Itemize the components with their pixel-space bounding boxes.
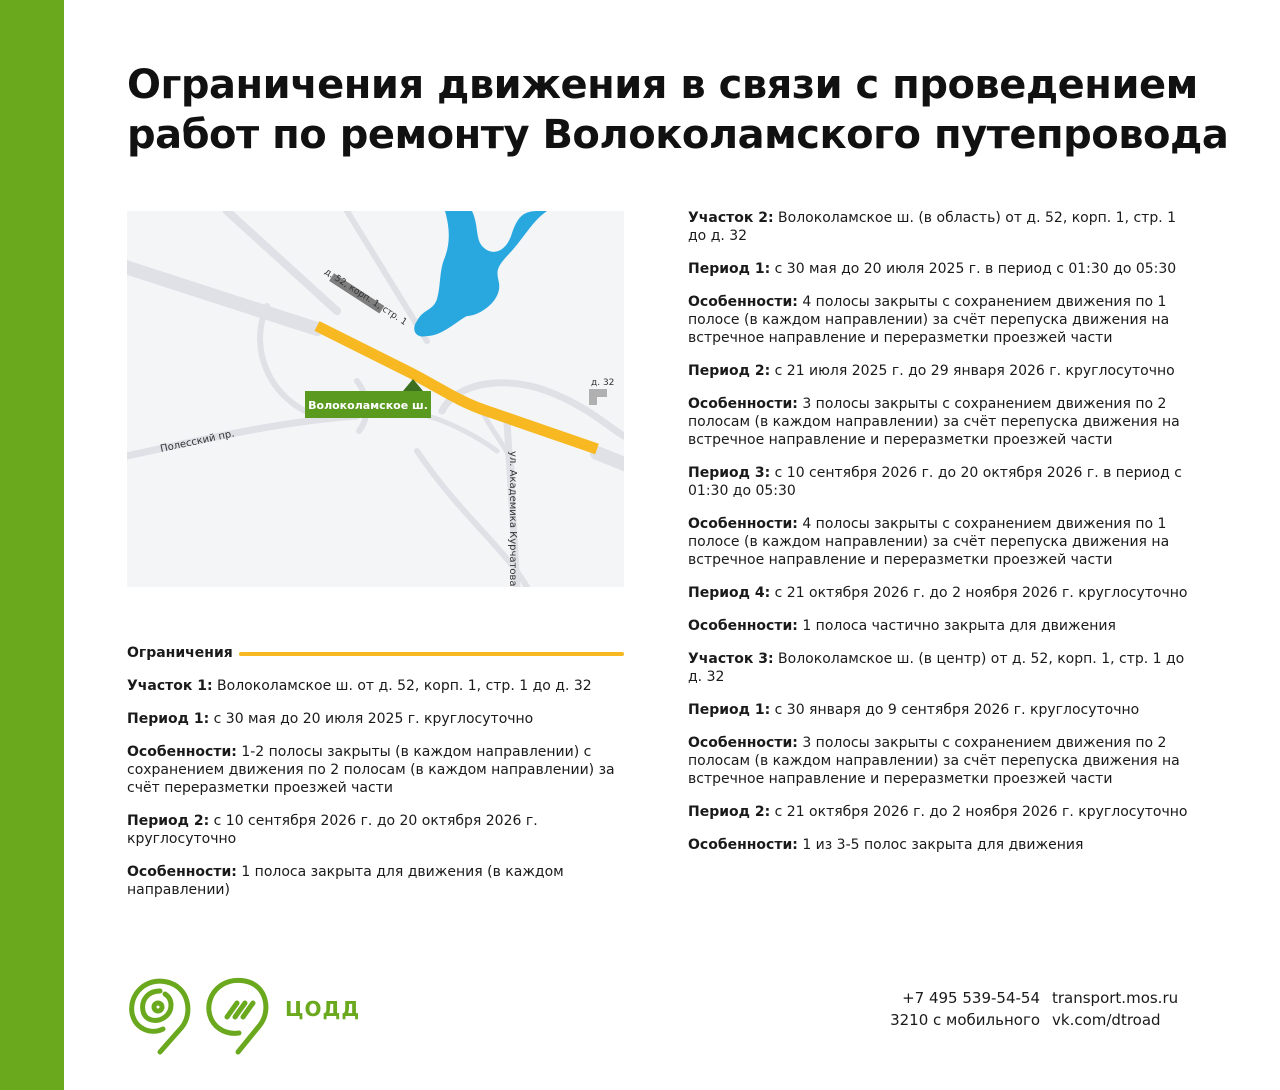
para-label: Период 1: (127, 711, 210, 727)
mobile-number: 3210 с мобильного (890, 1011, 1040, 1029)
right-para-2 (688, 260, 1198, 278)
para-label: Период 1: (688, 261, 771, 277)
title-line-1: Ограничения движения в связи с проведением (127, 62, 1198, 108)
para-text: 1 полоса закрыта для движения (в каждом направлении) (127, 864, 564, 898)
label-building-52: д. 52, корп. 1, стр. 1 (322, 267, 409, 328)
right-para-14 (688, 836, 1198, 854)
legend-label: Ограничения (127, 645, 233, 661)
map-svg (127, 211, 624, 587)
para-label: Период 2: (688, 363, 771, 379)
para-text: с 21 октября 2026 г. до 2 ноября 2026 г. круглосуточно (770, 804, 1188, 820)
right-para-7 (688, 515, 1198, 569)
para-text: с 30 мая до 20 июля 2025 г. в период с 01:30 до 05:30 (770, 261, 1177, 277)
para-label: Особенности: (688, 618, 798, 634)
building-32-marker (589, 389, 607, 405)
left-para-2 (127, 710, 627, 728)
para-text: с 21 октября 2026 г. до 2 ноября 2026 г. круглосуточно (770, 585, 1188, 601)
right-para-3 (688, 293, 1198, 347)
right-column (688, 209, 1198, 869)
label-polessky: Полесский пр. (159, 428, 236, 455)
left-para-1 (127, 677, 627, 695)
para-label: Период 1: (688, 702, 771, 718)
footer-links (1052, 987, 1178, 1031)
water-body (414, 211, 547, 337)
left-para-3 (127, 743, 627, 797)
phone-number[interactable]: +7 495 539-54-54 (902, 989, 1040, 1007)
right-para-12 (688, 734, 1198, 788)
vk-link[interactable]: vk.com/dtroad (1052, 1011, 1161, 1029)
para-text: 4 полосы закрыты с сохранением движения по 1 полосе (в каждом направлении) за счёт перепуска движения на встречное направление и переразметки проезжей части (688, 516, 1170, 568)
para-label: Участок 1: (127, 678, 213, 694)
para-text: Волоколамское ш. (в область) от д. 52, корп. 1, стр. 1 до д. 32 (688, 210, 1177, 244)
footer-contacts (850, 987, 1040, 1031)
right-para-10 (688, 650, 1198, 686)
page-title (127, 60, 1237, 160)
right-para-1 (688, 209, 1198, 245)
label-building-32: д. 32 (591, 378, 615, 388)
org-name: ЦОДД (285, 997, 361, 1021)
para-label: Участок 3: (688, 651, 774, 667)
para-text: 1 полоса частично закрыта для движения (797, 618, 1116, 634)
legend (127, 643, 624, 663)
moscow-transport-logo-icon (127, 977, 193, 1055)
para-label: Период 2: (127, 813, 210, 829)
para-label: Особенности: (688, 735, 798, 751)
para-text: Волоколамское ш. (в центр) от д. 52, корп. 1, стр. 1 до д. 32 (688, 651, 1185, 685)
para-label: Особенности: (127, 864, 237, 880)
right-para-4 (688, 362, 1198, 380)
para-text: 1 из 3-5 полос закрыта для движения (797, 837, 1084, 853)
legend-restriction-line (239, 652, 624, 656)
para-label: Период 2: (688, 804, 771, 820)
para-text: 3 полосы закрыты с сохранением движения по 2 полосам (в каждом направлении) за счёт перепуска движения на встречное направление и переразметки проезжей части (688, 735, 1180, 787)
left-para-4 (127, 812, 627, 848)
label-kurchatova: ул. Академика Курчатова (507, 451, 518, 587)
para-text: 3 полосы закрыты с сохранением движения по 2 полосам (в каждом направлении) за счёт перепуска движения на встречное направление и переразметки проезжей части (688, 396, 1180, 448)
para-label: Особенности: (688, 837, 798, 853)
site-link[interactable]: transport.mos.ru (1052, 989, 1179, 1007)
right-para-8 (688, 584, 1198, 602)
para-text: с 10 сентября 2026 г. до 20 октября 2026 г. в период с 01:30 до 05:30 (688, 465, 1182, 499)
para-text: с 21 июля 2025 г. до 29 января 2026 г. круглосуточно (770, 363, 1175, 379)
label-main-road: Волоколамское ш. (308, 399, 428, 412)
para-label: Особенности: (688, 396, 798, 412)
right-para-5 (688, 395, 1198, 449)
para-label: Период 3: (688, 465, 771, 481)
left-para-5 (127, 863, 627, 899)
right-para-13 (688, 803, 1198, 821)
right-para-6 (688, 464, 1198, 500)
para-label: Период 4: (688, 585, 771, 601)
para-label: Особенности: (127, 744, 237, 760)
para-text: 4 полосы закрыты с сохранением движения по 1 полосе (в каждом направлении) за счёт перепуска движения на встречное направление и переразметки проезжей части (688, 294, 1170, 346)
para-text: с 30 января до 9 сентября 2026 г. круглосуточно (770, 702, 1140, 718)
side-accent-bar (0, 0, 64, 1090)
map (127, 211, 624, 587)
right-para-11 (688, 701, 1198, 719)
para-text: с 10 сентября 2026 г. до 20 октября 2026 г. круглосуточно (127, 813, 538, 847)
para-text: 1-2 полосы закрыты (в каждом направлении) с сохранением движения по 2 полосам (в каждом направлении) за счёт переразметки проезжей части (127, 744, 615, 796)
codd-logo-icon (205, 977, 271, 1055)
para-label: Особенности: (688, 516, 798, 532)
para-text: с 30 мая до 20 июля 2025 г. круглосуточно (209, 711, 534, 727)
right-para-9 (688, 617, 1198, 635)
left-column (127, 677, 627, 914)
para-label: Особенности: (688, 294, 798, 310)
title-line-2: работ по ремонту Волоколамского путепровода (127, 112, 1229, 158)
para-label: Участок 2: (688, 210, 774, 226)
para-text: Волоколамское ш. от д. 52, корп. 1, стр. 1 до д. 32 (212, 678, 592, 694)
